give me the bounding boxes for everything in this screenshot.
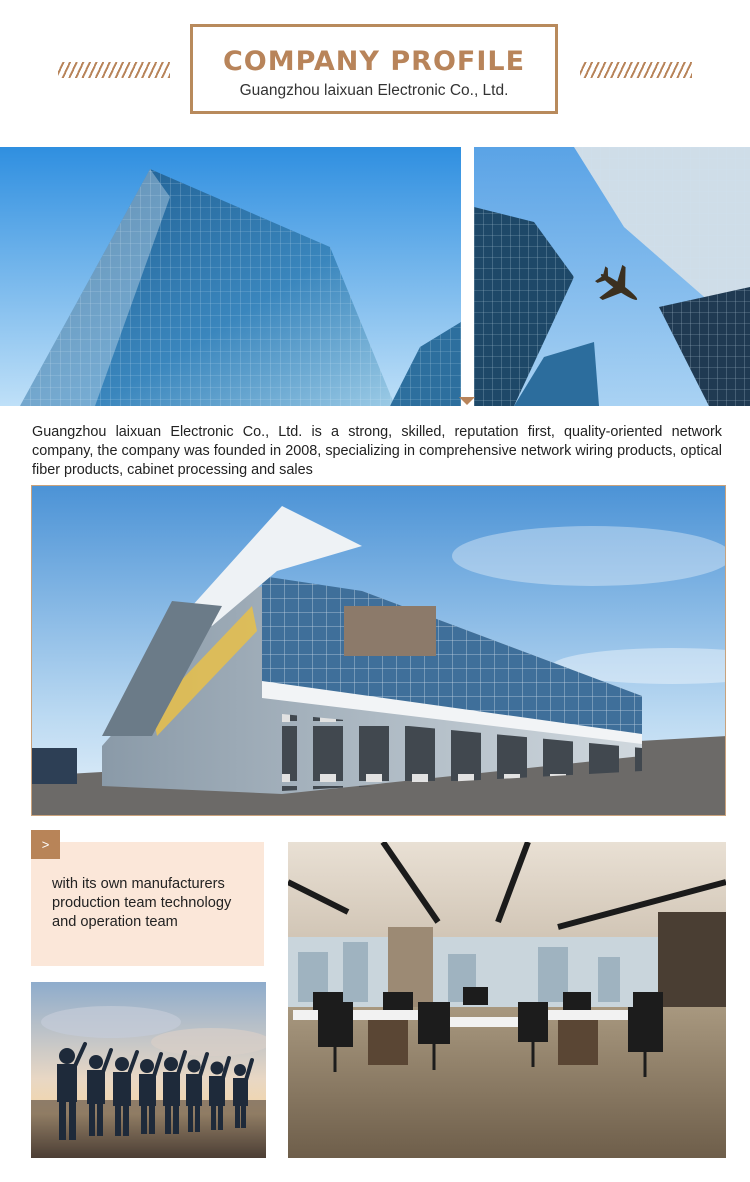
title-box <box>190 24 558 114</box>
decorative-hatch-right <box>580 62 692 78</box>
decorative-hatch-left <box>58 62 170 78</box>
arrow-right-icon: > <box>31 830 60 859</box>
factory-building-photo <box>31 485 726 816</box>
skyscraper-photo-left <box>0 147 461 406</box>
skyscraper-airplane-photo-right <box>474 147 750 406</box>
company-intro-text: Guangzhou laixuan Electronic Co., Ltd. is a strong, skilled, reputation first, quality-oriented network company, the company was founded in 2008, specializing in comprehensive network wiring products, optical fiber products, cabinet processing and sales <box>32 424 722 478</box>
section-notch-icon <box>459 397 475 405</box>
team-beach-photo <box>31 982 266 1158</box>
office-interior-photo <box>288 842 726 1158</box>
company-name-subtitle: Guangzhou laixuan Electronic Co., Ltd. <box>239 82 509 99</box>
page-title: COMPANY PROFILE <box>222 46 526 77</box>
feature-text: with its own manufacturers production team technology and operation team <box>52 876 232 930</box>
